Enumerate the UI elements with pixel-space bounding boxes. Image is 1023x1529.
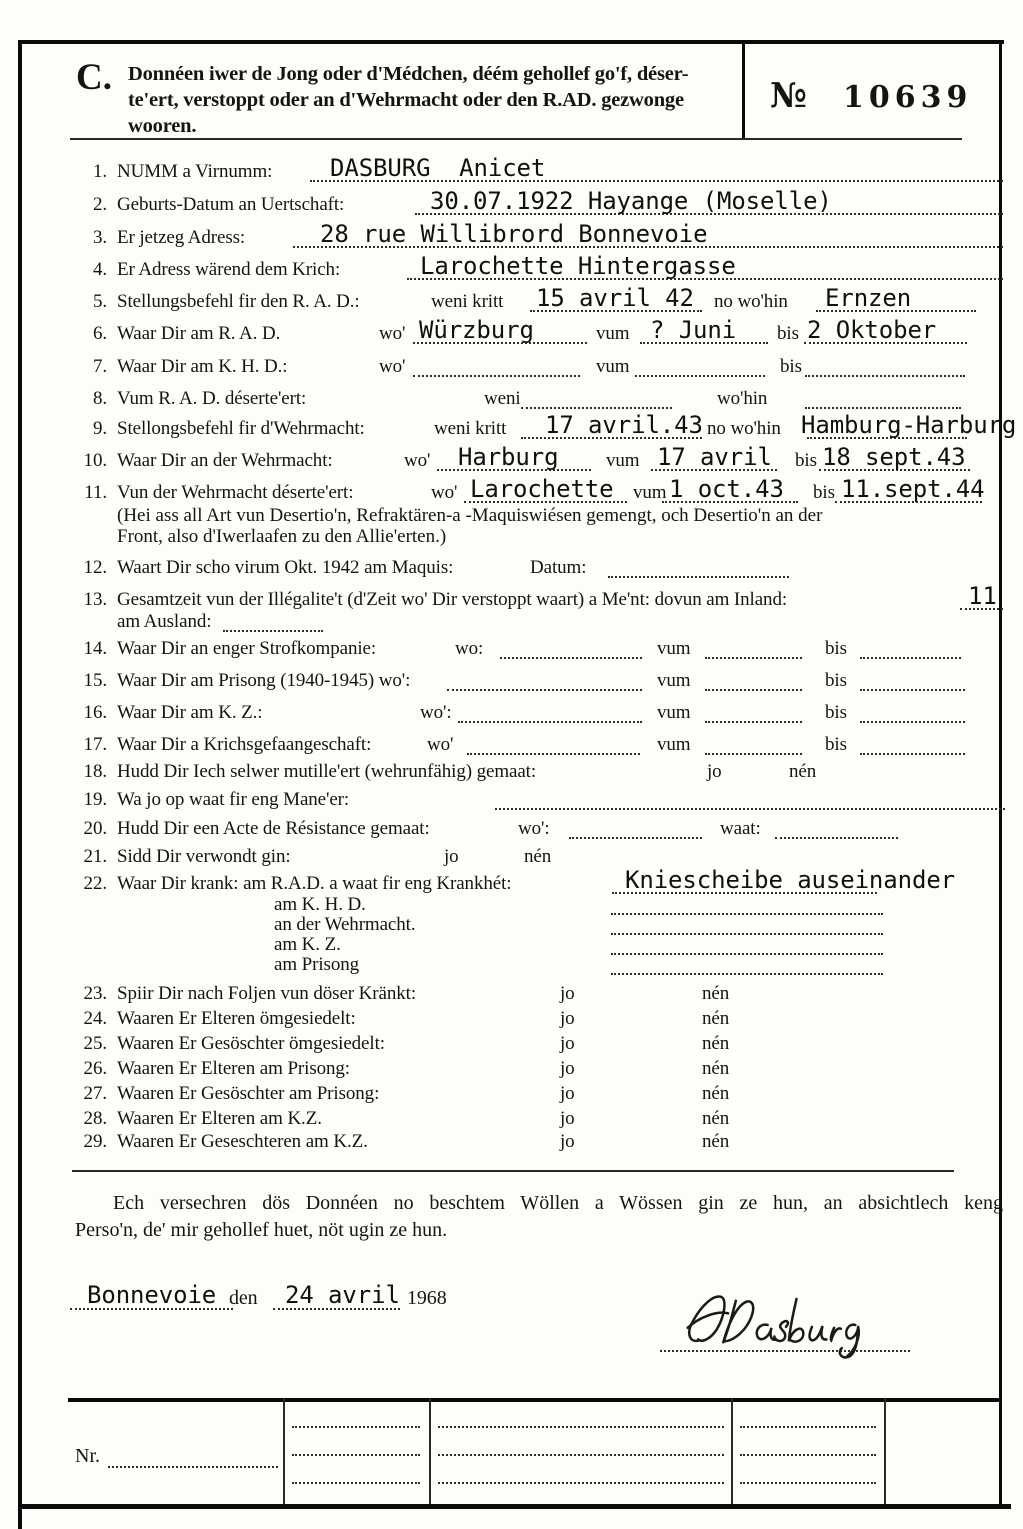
option-jo: jo	[560, 1108, 575, 1129]
item-11-note-line1: (Hei ass all Art vun Desertio'n, Refraktären-a -Maquiswiésen gemengt, och Desertio'n an der	[117, 505, 823, 526]
field-word: weni kritt	[434, 418, 507, 439]
item-number: 14.	[83, 638, 107, 659]
item-label: Waaren Er Geseschteren am K.Z.	[117, 1131, 368, 1152]
table-vline-1	[283, 1398, 285, 1504]
form-item-6	[75, 316, 1005, 348]
typed-value-address: 28 rue Willibrord Bonnevoie	[320, 220, 708, 248]
item-number: 5.	[92, 291, 107, 312]
option-nen: nén	[702, 1058, 730, 1079]
form-item-13-line2	[75, 610, 1005, 636]
form-item-15	[75, 669, 1005, 695]
item-label: Waaren Er Gesöschter ömgesiedelt:	[117, 1033, 385, 1054]
typed-value: 17 avril.43	[545, 411, 703, 439]
dotted-line	[860, 753, 965, 755]
field-word: bis	[777, 323, 799, 344]
typed-value: 11.sept.44	[841, 475, 985, 503]
typed-value-war-address: Larochette Hintergasse	[420, 252, 736, 280]
item-sublabel: am K. Z.	[274, 934, 341, 955]
item-label: Vun der Wehrmacht déserte'ert:	[117, 482, 354, 503]
dotted-line	[521, 407, 672, 409]
header-bottom-rule	[70, 138, 962, 140]
item-number: 8.	[92, 388, 107, 409]
item-number: 22.	[83, 873, 107, 894]
table-vline-2	[429, 1398, 431, 1504]
nr-dotted-line	[108, 1466, 278, 1468]
item-sublabel: an der Wehrmacht.	[274, 914, 416, 935]
item-label: Waar Dir an enger Strofkompanie:	[117, 638, 377, 659]
item-sublabel: am Prisong	[274, 954, 360, 975]
item-label: NUMM a Virnumm:	[117, 161, 273, 182]
option-nen: nén	[702, 1033, 730, 1054]
item-number: 26.	[83, 1058, 107, 1079]
typed-value-name: DASBURG Anicet	[330, 154, 546, 182]
item-label: Wa jo op waat fir eng Mane'er:	[117, 789, 350, 810]
field-word: wo'	[431, 482, 458, 503]
item-number: 4.	[92, 259, 107, 280]
dotted-line	[447, 689, 642, 691]
table-cell3-row1	[438, 1426, 724, 1428]
item-number: 6.	[92, 323, 107, 344]
item-label: Waart Dir scho virum Okt. 1942 am Maquis:	[117, 557, 454, 578]
form-item-2	[75, 187, 1005, 219]
item-number: 13.	[83, 589, 107, 610]
field-word: bis	[825, 734, 847, 755]
item-number: 17.	[83, 734, 107, 755]
item-number: 1.	[92, 161, 107, 182]
field-word: waat:	[720, 818, 761, 839]
item-number: 3.	[92, 227, 107, 248]
table-cell4-row3	[740, 1482, 876, 1484]
declaration-rule	[72, 1170, 954, 1172]
item-label: Waar Dir am Prisong (1940-1945) wo':	[117, 670, 411, 691]
form-item-14	[75, 637, 1005, 663]
table-cell4-row2	[740, 1454, 876, 1456]
table-cell2-row1	[292, 1426, 420, 1428]
form-item-24	[75, 1007, 1005, 1033]
dotted-line	[775, 837, 898, 839]
item-label: Spiir Dir nach Foljen vun döser Kränkt:	[117, 983, 416, 1004]
form-item-17	[75, 733, 1005, 759]
dotted-line	[860, 689, 965, 691]
item-number: 19.	[83, 789, 107, 810]
form-item-10	[75, 443, 1005, 475]
option-jo: jo	[560, 1131, 575, 1152]
dotted-line	[805, 407, 961, 409]
form-item-9	[75, 411, 1017, 443]
field-word: bis	[780, 356, 802, 377]
form-item-20	[75, 817, 1005, 843]
item-label: Waaren Er Gesöschter am Prisong:	[117, 1083, 380, 1104]
typed-value: Ernzen	[825, 284, 912, 312]
form-item-8	[75, 387, 1005, 413]
field-word: weni	[484, 388, 521, 409]
typed-value: 15 avril 42	[536, 284, 694, 312]
field-word: wo:	[455, 638, 484, 659]
field-word: vum	[657, 734, 691, 755]
form-item-1	[75, 154, 1005, 186]
dotted-line	[805, 375, 965, 377]
field-word: bis	[813, 482, 835, 503]
form-item-18	[75, 760, 1005, 786]
dotted-line	[705, 721, 802, 723]
dotted-line	[860, 657, 961, 659]
typed-value: 18 sept.43	[822, 443, 966, 471]
item-number: 21.	[83, 846, 107, 867]
dotted-line	[608, 576, 789, 578]
field-word: wo':	[420, 702, 452, 723]
dotted-line	[705, 753, 802, 755]
item-label: Waar Dir krank: am R.A.D. a waat fir eng Krankhét:	[117, 873, 512, 894]
form-item-5	[75, 284, 1005, 316]
item-label: Hudd Dir een Acte de Résistance gemaat:	[117, 818, 430, 839]
typed-value: 2 Oktober	[807, 316, 937, 344]
option-jo: jo	[560, 1058, 575, 1079]
dotted-line	[500, 657, 642, 659]
option-nen: nén	[702, 1083, 730, 1104]
section-title-line1: Donnéen iwer de Jong oder d'Médchen, déém gehollef go'f, déser-	[128, 63, 689, 85]
item-number: 20.	[83, 818, 107, 839]
item-number: 10.	[83, 450, 107, 471]
dotted-line	[860, 721, 965, 723]
item-label: Waar Dir am R. A. D.	[117, 323, 281, 344]
item-number: 12.	[83, 557, 107, 578]
section-letter: C.	[76, 57, 112, 98]
typed-value: Harburg	[458, 443, 559, 471]
field-word: wo'	[404, 450, 431, 471]
form-item-19	[75, 788, 1005, 814]
option-nen: nén	[702, 1108, 730, 1129]
field-word: wo'	[427, 734, 454, 755]
option-jo: jo	[560, 1083, 575, 1104]
declaration-paragraph	[75, 1190, 1003, 1244]
table-cell2-row3	[292, 1482, 420, 1484]
item-number: 27.	[83, 1083, 107, 1104]
field-word: bis	[825, 638, 847, 659]
field-word: vum	[657, 702, 691, 723]
item-number: 7.	[92, 356, 107, 377]
item-number: 16.	[83, 702, 107, 723]
field-word: weni kritt	[431, 291, 504, 312]
item-number: 25.	[83, 1033, 107, 1054]
item-sublabel: am K. H. D.	[274, 894, 366, 915]
item-number: 29.	[83, 1131, 107, 1152]
dotted-line	[705, 689, 802, 691]
typed-place: Bonnevoie	[87, 1281, 217, 1309]
form-item-16	[75, 701, 1005, 727]
item-number: 11.	[84, 482, 107, 503]
table-cell3-row3	[438, 1482, 724, 1484]
option-nen: nén	[789, 761, 817, 782]
item-11-note-line2: Front, also d'Iwerlaafen zu den Allie'erten.)	[117, 526, 447, 547]
item-label: Hudd Dir Iech selwer mutille'ert (wehrunfähig) gemaat:	[117, 761, 537, 782]
item-number: 23.	[83, 983, 107, 1004]
field-word: vum	[657, 670, 691, 691]
form-item-22-sub4	[75, 953, 1005, 979]
dotted-line	[569, 837, 702, 839]
option-jo: jo	[707, 761, 722, 782]
nr-label: Nr.	[75, 1445, 100, 1467]
section-title-line2: te'ert, verstoppt oder an d'Wehrmacht oder den R.AD. gezwonge	[128, 89, 684, 111]
declaration-line2: Perso'n, de' mir gehollef huet, nöt ugin ze hun.	[75, 1219, 448, 1241]
form-item-12	[75, 556, 1005, 582]
option-jo: jo	[444, 846, 459, 867]
field-word: bis	[795, 450, 817, 471]
form-number: 10639	[843, 80, 973, 115]
item-label: Geburts-Datum an Uertschaft:	[117, 194, 345, 215]
form-item-4	[75, 252, 1005, 284]
typed-date: 24 avril	[285, 1281, 400, 1309]
table-cell3-row2	[438, 1454, 724, 1456]
form-item-11	[75, 475, 1005, 507]
item-label: Sidd Dir verwondt gin:	[117, 846, 291, 867]
table-vline-4	[884, 1398, 886, 1504]
typed-value: Würzburg	[419, 316, 534, 344]
signature-handwriting	[678, 1284, 890, 1362]
item-label: Stellungsbefehl fir den R. A. D.:	[117, 291, 360, 312]
table-top-border	[68, 1398, 1002, 1402]
table-bottom-border	[18, 1504, 1011, 1509]
dotted-line	[223, 630, 323, 632]
section-title-line3: wooren.	[128, 115, 197, 137]
form-item-7	[75, 355, 1005, 381]
form-item-26	[75, 1057, 1005, 1083]
option-nen: nén	[524, 846, 552, 867]
item-sublabel: am Ausland:	[117, 611, 212, 632]
table-cell2-row2	[292, 1454, 420, 1456]
option-jo: jo	[560, 1033, 575, 1054]
option-jo: jo	[560, 983, 575, 1004]
frame-top-line	[18, 40, 1004, 44]
item-label: Stellongsbefehl fir d'Wehrmacht:	[117, 418, 365, 439]
item-label: Waaren Er Elteren am K.Z.	[117, 1108, 322, 1129]
dotted-line	[705, 657, 802, 659]
table-vline-3	[731, 1398, 733, 1504]
field-word: vum	[596, 356, 630, 377]
field-word: bis	[825, 670, 847, 691]
item-label: Waaren Er Elteren am Prisong:	[117, 1058, 350, 1079]
item-number: 2.	[92, 194, 107, 215]
field-word: wo':	[518, 818, 550, 839]
option-nen: nén	[702, 1008, 730, 1029]
year-label: 1968	[407, 1287, 447, 1309]
field-word: vum	[596, 323, 630, 344]
item-label: Er jetzeg Adress:	[117, 227, 246, 248]
field-word: wo'	[379, 356, 406, 377]
field-word: vum	[633, 482, 667, 503]
dotted-line	[495, 808, 1005, 810]
table-cell4-row1	[740, 1426, 876, 1428]
den-label: den	[229, 1287, 258, 1309]
numero-sign: №	[770, 76, 807, 116]
option-nen: nén	[702, 983, 730, 1004]
header-number-divider	[742, 44, 745, 140]
item-label: Vum R. A. D. déserte'ert:	[117, 388, 307, 409]
form-item-3	[75, 220, 1005, 252]
item-number: 28.	[83, 1108, 107, 1129]
typed-value: 17 avril	[657, 443, 772, 471]
typed-value: ? Juni	[650, 316, 737, 344]
section-title	[128, 61, 746, 139]
field-word: vum	[606, 450, 640, 471]
typed-value: Larochette	[470, 475, 614, 503]
typed-value: Hamburg-Harburg	[801, 411, 1017, 439]
item-number: 18.	[83, 761, 107, 782]
item-label: Waaren Er Elteren ömgesiedelt:	[117, 1008, 356, 1029]
form-item-23	[75, 982, 1005, 1008]
item-label: Waar Dir an der Wehrmacht:	[117, 450, 333, 471]
dotted-line	[635, 375, 765, 377]
item-label: Gesamtzeit vun der Illégalite't (d'Zeit wo' Dir verstoppt waart) a Me'nt: dovun am Inland:	[117, 589, 788, 610]
field-word: vum	[657, 638, 691, 659]
item-number: 9.	[92, 418, 107, 439]
option-nen: nén	[702, 1131, 730, 1152]
dotted-line	[458, 721, 642, 723]
field-word: bis	[825, 702, 847, 723]
item-label: Waar Dir am K. Z.:	[117, 702, 263, 723]
typed-value: 1 oct.43	[669, 475, 784, 503]
field-word: wo'hin	[717, 388, 768, 409]
form-item-25	[75, 1032, 1005, 1058]
typed-value-illness: Kniescheibe auseinander	[625, 866, 956, 894]
typed-value-months-inland: 11	[968, 582, 997, 610]
dotted-line	[413, 375, 580, 377]
form-item-29	[75, 1130, 1005, 1156]
frame-left-line	[18, 40, 22, 1529]
item-number: 24.	[83, 1008, 107, 1029]
field-word: no wo'hin	[714, 291, 788, 312]
item-label: Waar Dir a Krichsgefaangeschaft:	[117, 734, 372, 755]
option-jo: jo	[560, 1008, 575, 1029]
field-word: no wo'hin	[707, 418, 781, 439]
typed-value-birth: 30.07.1922 Hayange (Moselle)	[430, 187, 832, 215]
field-word: wo'	[379, 323, 406, 344]
dotted-line	[611, 973, 883, 975]
dotted-line	[467, 753, 640, 755]
form-item-27	[75, 1082, 1005, 1108]
item-number: 15.	[83, 670, 107, 691]
item-label: Waar Dir am K. H. D.:	[117, 356, 288, 377]
item-label: Er Adress wärend dem Krich:	[117, 259, 341, 280]
declaration-line1: Ech versechren dös Donnéen no beschtem Wöllen a Wössen gin ze hun, an absichtlech keng	[113, 1192, 1003, 1214]
field-word: Datum:	[530, 557, 587, 578]
